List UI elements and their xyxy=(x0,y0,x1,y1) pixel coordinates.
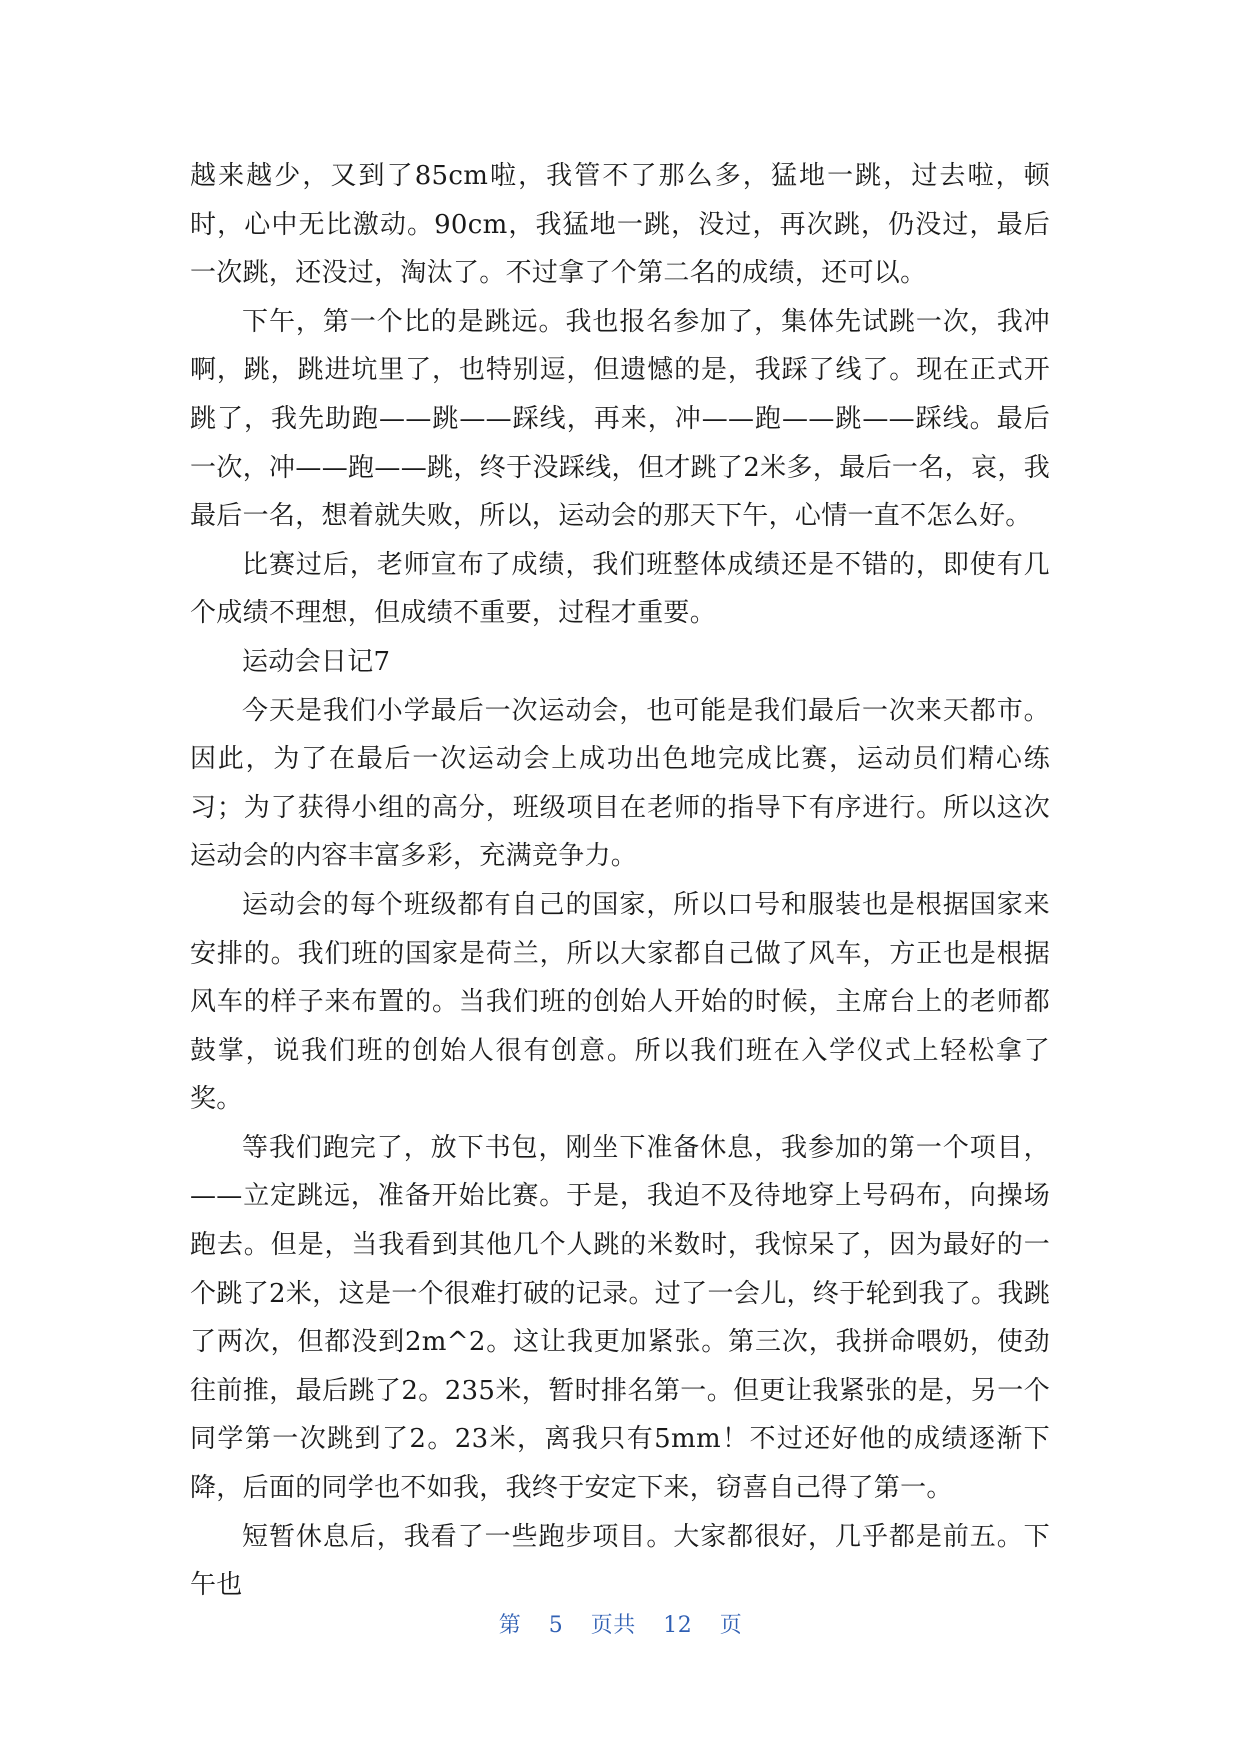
current-page-number: 5 xyxy=(548,1613,564,1638)
paragraph: 短暂休息后，我看了一些跑步项目。大家都很好，几乎都是前五。下午也 xyxy=(190,1521,1050,1601)
total-page-count: 12 xyxy=(663,1613,693,1638)
paragraph: 今天是我们小学最后一次运动会，也可能是我们最后一次来天都市。因此，为了在最后一次运动会上成功出色地完成比赛，运动员们精心练习；为了获得小组的高分，班级项目在老师的指导下有序进行。所以这次运动会的内容丰富多彩，充满竞争力。 xyxy=(190,695,1050,872)
page-footer xyxy=(0,1608,1241,1639)
paragraph: 比赛过后，老师宣布了成绩，我们班整体成绩还是不错的，即使有几个成绩不理想，但成绩不重要，过程才重要。 xyxy=(190,549,1050,629)
paragraph: 运动会的每个班级都有自己的国家，所以口号和服装也是根据国家来安排的。我们班的国家是荷兰，所以大家都自己做了风车，方正也是根据风车的样子来布置的。当我们班的创始人开始的时候，主席台上的老师都鼓掌，说我们班的创始人很有创意。所以我们班在入学仪式上轻松拿了奖。 xyxy=(190,889,1050,1115)
footer-label-of: 页共 xyxy=(590,1613,636,1638)
section-heading: 运动会日记7 xyxy=(242,646,391,677)
footer-label-end: 页 xyxy=(719,1613,743,1638)
paragraph: 等我们跑完了，放下书包，刚坐下准备休息，我参加的第一个项目，——立定跳远，准备开始比赛。于是，我迫不及待地穿上号码布，向操场跑去。但是，当我看到其他几个人跳的米数时，我惊呆了，因为最好的一个跳了2米，这是一个很难打破的记录。过了一会儿，终于轮到我了。我跳了两次，但都没到2m^2。这让我更加紧张。第三次，我拼命喂奶，使劲往前推，最后跳了2。235米，暂时排名第一。但更让我紧张的是，另一个同学第一次跳到了2。23米，离我只有5mm！不过还好他的成绩逐渐下降，后面的同学也不如我，我终于安定下来，窃喜自己得了第一。 xyxy=(190,1132,1050,1504)
footer-label-page: 第 xyxy=(498,1613,522,1638)
paragraph: 越来越少，又到了85cm啦，我管不了那么多，猛地一跳，过去啦，顿时，心中无比激动。90cm，我猛地一跳，没过，再次跳，仍没过，最后一次跳，还没过，淘汰了。不过拿了个第二名的成绩，还可以。 xyxy=(190,161,1050,289)
document-body xyxy=(190,152,1050,1610)
paragraph: 下午，第一个比的是跳远。我也报名参加了，集体先试跳一次，我冲啊，跳，跳进坑里了，也特别逗，但遗憾的是，我踩了线了。现在正式开跳了，我先助跑——跳——踩线，再来，冲——跑——跳——踩线。最后一次，冲——跑——跳，终于没踩线，但才跳了2米多，最后一名，哀，我最后一名，想着就失败，所以，运动会的那天下午，心情一直不怎么好。 xyxy=(190,306,1050,532)
